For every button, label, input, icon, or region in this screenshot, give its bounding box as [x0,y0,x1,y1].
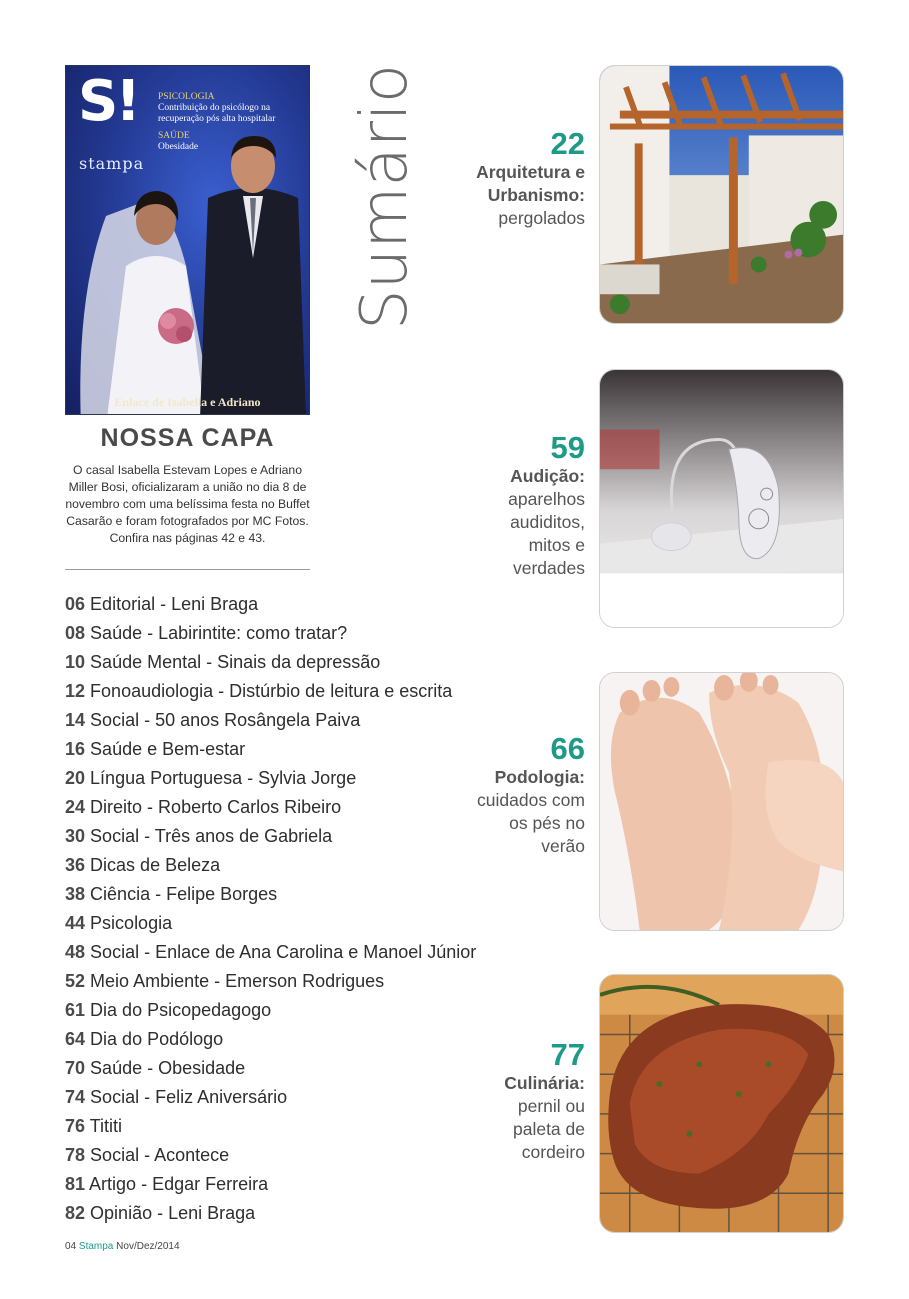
toc-title: Social - Acontece [90,1145,230,1165]
toc-title: Língua Portuguesa - Sylvia Jorge [90,768,357,788]
feet-photo [599,672,844,931]
toc-page-number: 44 [65,913,86,933]
toc-page-number: 06 [65,594,86,614]
sumario-title-text: Sumário [348,64,422,330]
page-footer [65,1241,180,1252]
toc-item[interactable] [65,996,476,1025]
cover-blurb [158,92,308,153]
pergola-photo [599,65,844,324]
toc-title: Psicologia [90,913,173,933]
toc-item[interactable] [65,822,476,851]
toc-title: Tititi [89,1116,123,1136]
toc-page-number: 74 [65,1087,86,1107]
toc-item[interactable] [65,1025,476,1054]
toc-page-number: 12 [65,681,86,701]
magazine-logo-sub: stampa [79,154,145,173]
toc-page-number: 08 [65,623,86,643]
toc-page-number: 24 [65,797,86,817]
footer-date: Nov/Dez/2014 [116,1241,180,1252]
feature-description: cuidados com os pés no verão [477,790,585,856]
groom-figure [198,128,308,415]
toc-title: Direito - Roberto Carlos Ribeiro [90,797,342,817]
toc-item[interactable] [65,793,476,822]
toc-item[interactable] [65,1083,476,1112]
toc-title: Editorial - Leni Braga [90,594,259,614]
toc-title: Social - Feliz Aniversário [90,1087,288,1107]
toc-item[interactable] [65,909,476,938]
feature-description: pernil ou paleta de cordeiro [512,1096,585,1162]
toc-item[interactable] [65,677,476,706]
toc-title: Social - Três anos de Gabriela [90,826,333,846]
toc-page-number: 38 [65,884,86,904]
lamb-roast-photo [599,974,844,1233]
toc-title: Ciência - Felipe Borges [90,884,278,904]
toc-title: Dicas de Beleza [90,855,221,875]
toc-item[interactable] [65,1141,476,1170]
toc-page-number: 81 [65,1174,86,1194]
toc-item[interactable] [65,764,476,793]
page-number: 04 [65,1241,77,1252]
toc-title: Dia do Psicopedagogo [90,1000,272,1020]
blurb-psych-label: PSICOLOGIA [158,92,215,102]
toc-item[interactable] [65,1054,476,1083]
toc-title: Dia do Podólogo [90,1029,224,1049]
hearing-aid-photo [599,369,844,628]
toc-item[interactable] [65,1199,476,1228]
toc-page-number: 82 [65,1203,86,1223]
divider [65,569,310,570]
toc-page-number: 64 [65,1029,86,1049]
toc-page-number: 14 [65,710,86,730]
feature-heading: Podologia: [494,767,585,787]
feature-cooking[interactable] [485,1038,585,1164]
feature-page-number: 22 [550,126,585,161]
toc-item[interactable] [65,880,476,909]
feature-heading: Audição: [510,466,585,486]
toc-page-number: 76 [65,1116,86,1136]
nossa-capa-text: O casal Isabella Estevam Lopes e Adriano Miller Bosi, oficializaram a união no dia 8 de novembro com uma belíssima festa no Buffet Casarão e foram fotografados por MC Fotos. Confira nas páginas 42 e 43. [65,463,310,545]
toc-item[interactable] [65,735,476,764]
toc-title: Meio Ambiente - Emerson Rodrigues [90,971,385,991]
toc-page-number: 52 [65,971,86,991]
toc-page-number: 61 [65,1000,86,1020]
feature-heading: Culinária: [504,1073,585,1093]
feature-page-number: 77 [550,1037,585,1072]
toc-title: Social - Enlace de Ana Carolina e Manoel Júnior [90,942,477,962]
toc-page-number: 20 [65,768,86,788]
toc-page-number: 70 [65,1058,86,1078]
toc-item[interactable] [65,619,476,648]
toc-item[interactable] [65,1112,476,1141]
sumario-title [348,60,422,330]
toc-page-number: 78 [65,1145,86,1165]
blurb-health-text: Obesidade [158,142,199,152]
toc-item[interactable] [65,590,476,619]
toc-page-number: 10 [65,652,86,672]
footer-brand: Stampa [78,1241,114,1252]
toc-title: Saúde - Labirintite: como tratar? [90,623,348,643]
magazine-logo: S! [78,69,138,134]
blurb-psych-text: Contribuição do psicólogo na recuperação pós alta hospitalar [158,103,276,124]
toc-title: Saúde - Obesidade [90,1058,246,1078]
toc-title: Saúde Mental - Sinais da depressão [90,652,381,672]
toc-title: Social - 50 anos Rosângela Paiva [90,710,361,730]
toc-item[interactable] [65,1170,476,1199]
toc-page-number: 36 [65,855,86,875]
toc-title: Artigo - Edgar Ferreira [89,1174,269,1194]
bride-figure [76,176,216,415]
nossa-capa-title: NOSSA CAPA [100,424,275,452]
feature-hearing[interactable] [485,431,585,580]
table-of-contents [65,590,476,1228]
toc-page-number: 16 [65,739,86,759]
toc-item[interactable] [65,967,476,996]
feature-page-number: 66 [550,731,585,766]
blurb-health-label: SAÚDE [158,131,190,141]
toc-page-number: 48 [65,942,86,962]
toc-title: Fonoaudiologia - Distúrbio de leitura e escrita [90,681,453,701]
feature-heading: Arquitetura e Urbanismo: [476,162,585,205]
feature-description: pergolados [498,208,585,228]
cover-image [65,65,310,415]
toc-page-number: 30 [65,826,86,846]
toc-item[interactable] [65,851,476,880]
toc-item[interactable] [65,938,476,967]
toc-item[interactable] [65,648,476,677]
toc-item[interactable] [65,706,476,735]
toc-title: Saúde e Bem-estar [90,739,246,759]
cover-caption: Enlace de Isabella e Adriano [114,395,261,409]
feature-description: aparelhos audiditos, mitos e verdades [508,489,585,578]
feature-page-number: 59 [550,430,585,465]
toc-title: Opinião - Leni Braga [90,1203,256,1223]
feature-podology[interactable] [475,732,585,858]
feature-architecture[interactable] [435,127,585,230]
